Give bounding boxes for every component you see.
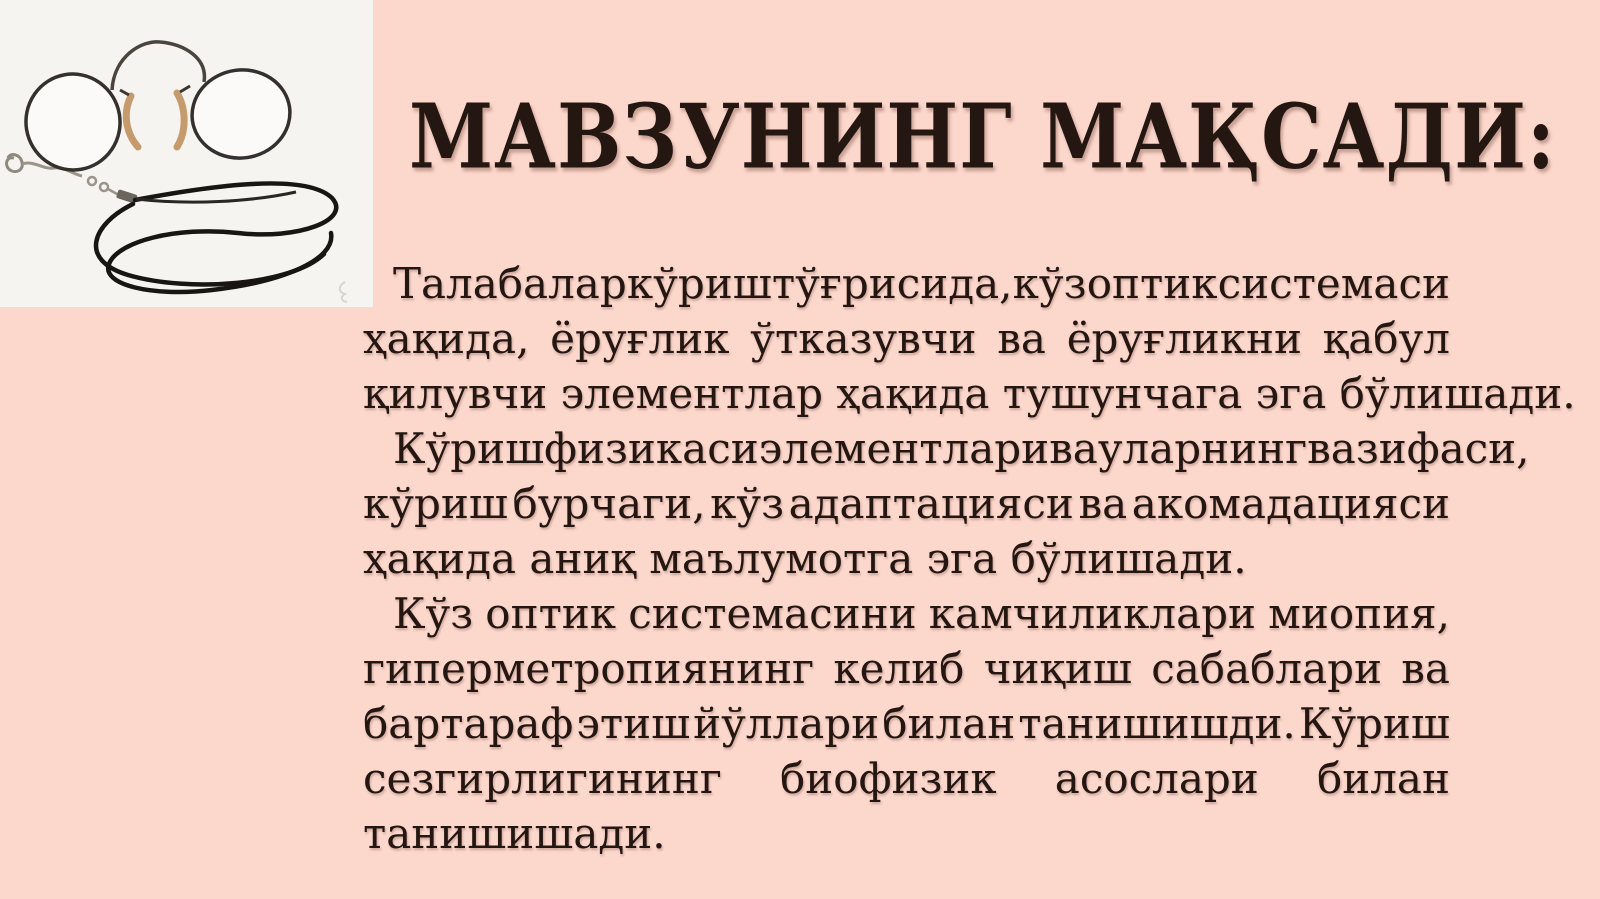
body-line: кўриш бурчаги, кўз адаптацияси ва акомадацияси: [363, 479, 1450, 528]
body-line: гиперметропиянинг келиб чиқиш сабаблари ва: [363, 644, 1450, 693]
body-line: сезгирлигининг биофизик асослари билан: [363, 754, 1450, 803]
body-text: [363, 256, 1576, 861]
glasses-photo: [0, 0, 373, 307]
body-line: бартараф этиш йўллари билан танишишди. Кўриш: [363, 699, 1450, 748]
body-line: танишишади.: [363, 809, 666, 858]
slide-title: МАВЗУНИНГ МАҚСАДИ:: [409, 84, 1556, 189]
body-line: Кўриш физикаси элементлари ва уларнинг вазифаси,: [393, 424, 1530, 473]
body-line: ҳақида аниқ маълумотга эга бўлишади.: [363, 534, 1247, 583]
body-line: қилувчи элементлар ҳақида тушунчага эга бўлишади.: [363, 369, 1576, 418]
body-line: Талабалар кўриш тўғрисида, кўз оптик системаси: [393, 259, 1450, 308]
pince-nez-glasses-icon: [0, 0, 373, 307]
body-line: ҳақида, ёруғлик ўтказувчи ва ёруғликни қабул: [363, 314, 1450, 363]
body-line: Кўз оптик системасини камчиликлари миопия,: [393, 589, 1450, 638]
